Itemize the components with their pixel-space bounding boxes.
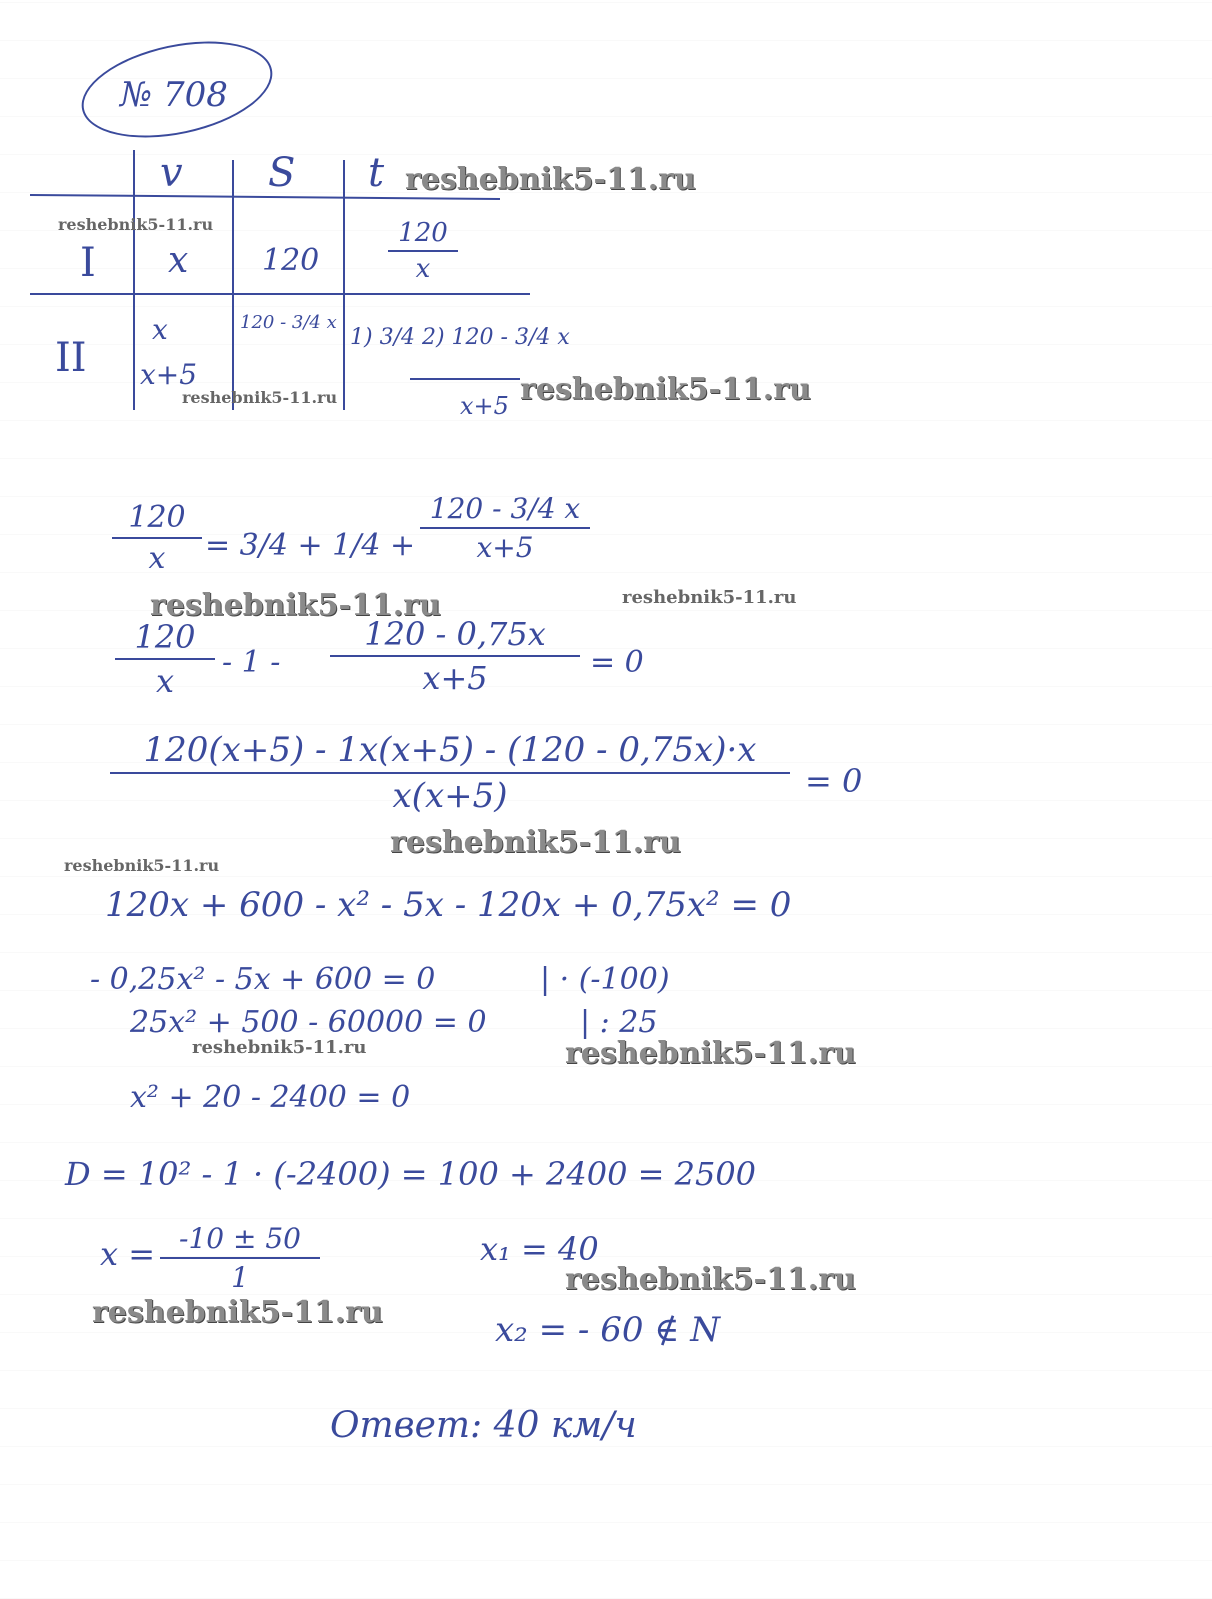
watermark: reshebnik5-11.ru xyxy=(390,825,681,860)
watermark: reshebnik5-11.ru xyxy=(58,215,214,234)
watermark: reshebnik5-11.ru xyxy=(64,856,220,875)
eq2-lhs-den: x xyxy=(155,662,175,700)
eq5: - 0,25x² - 5x + 600 = 0 xyxy=(90,962,436,997)
eq3-end: = 0 xyxy=(805,762,863,800)
row2-t-fraction-bar xyxy=(410,378,520,380)
row1-t-fraction xyxy=(388,218,458,284)
fraction-bar xyxy=(388,250,458,252)
eq6-note: | : 25 xyxy=(580,1005,658,1040)
row2-t-steps: 1) 3/4 2) 120 - 3/4 x xyxy=(350,325,570,350)
discriminant: D = 10² - 1 · (-2400) = 100 + 2400 = 2500 xyxy=(65,1155,757,1193)
eq1-rhs-fraction xyxy=(420,492,590,564)
table-divider-h2 xyxy=(30,293,530,295)
watermark: reshebnik5-11.ru xyxy=(92,1295,383,1330)
watermark: reshebnik5-11.ru xyxy=(622,587,797,608)
eq1-rhs-den: x+5 xyxy=(476,531,534,564)
row2-v1: x xyxy=(152,313,168,346)
eq1-lhs-num: 120 xyxy=(128,500,186,535)
eq2-lhs-num: 120 xyxy=(134,618,196,656)
watermark: reshebnik5-11.ru xyxy=(565,1262,856,1297)
eq2-rhs-fraction xyxy=(330,615,580,697)
row2-t-den: x+5 xyxy=(460,392,509,420)
eq1-lhs-fraction xyxy=(112,500,202,576)
x-den: 1 xyxy=(231,1261,249,1294)
row2-label: II xyxy=(55,335,87,381)
row2-v2: x+5 xyxy=(140,358,198,391)
table-header-s: S xyxy=(268,150,296,196)
eq2-lhs-fraction xyxy=(115,618,215,700)
eq6: 25x² + 500 - 60000 = 0 xyxy=(130,1005,487,1040)
fraction-bar xyxy=(115,658,215,660)
eq3-den: x(x+5) xyxy=(392,776,508,816)
watermark: reshebnik5-11.ru xyxy=(405,162,696,197)
x2: x₂ = - 60 ∉ N xyxy=(495,1310,721,1350)
watermark: reshebnik5-11.ru xyxy=(150,588,441,623)
eq3-num: 120(x+5) - 1x(x+5) - (120 - 0,75x)·x xyxy=(143,730,757,770)
row1-t-num: 120 xyxy=(398,218,448,248)
table-header-v: v xyxy=(160,150,183,196)
fraction-bar xyxy=(160,1257,320,1259)
fraction-bar xyxy=(110,772,790,774)
eq1-mid: = 3/4 + 1/4 + xyxy=(205,528,416,563)
eq2-end: = 0 xyxy=(590,645,644,680)
fraction-bar xyxy=(112,537,202,539)
watermark: reshebnik5-11.ru xyxy=(182,388,338,407)
fraction-bar xyxy=(330,655,580,657)
watermark: reshebnik5-11.ru xyxy=(520,372,811,407)
x1: x₁ = 40 xyxy=(480,1230,599,1268)
watermark: reshebnik5-11.ru xyxy=(565,1036,856,1071)
row2-s: 120 - 3/4 x xyxy=(240,312,337,333)
eq5-note: | · (-100) xyxy=(540,962,670,997)
eq2-mid: - 1 - xyxy=(222,645,281,680)
table-header-t: t xyxy=(368,150,385,196)
eq3-fraction xyxy=(110,730,790,816)
problem-number: № 708 xyxy=(120,75,228,115)
answer: Ответ: 40 км/ч xyxy=(330,1405,637,1446)
row1-v: x xyxy=(168,240,189,281)
eq7: x² + 20 - 2400 = 0 xyxy=(130,1080,411,1115)
row1-s: 120 xyxy=(262,243,320,278)
x-lhs: x = xyxy=(100,1235,156,1273)
eq2-rhs-num: 120 - 0,75x xyxy=(364,615,546,653)
x-num: -10 ± 50 xyxy=(179,1222,301,1255)
row1-t-den: x xyxy=(415,254,431,284)
eq4: 120x + 600 - x² - 5x - 120x + 0,75x² = 0 xyxy=(105,885,792,925)
eq1-lhs-den: x xyxy=(148,541,166,576)
fraction-bar xyxy=(420,527,590,529)
x-fraction xyxy=(160,1222,320,1294)
eq1-rhs-num: 120 - 3/4 x xyxy=(429,492,581,525)
eq2-rhs-den: x+5 xyxy=(422,659,488,697)
watermark: reshebnik5-11.ru xyxy=(192,1037,367,1058)
row1-label: I xyxy=(80,240,96,286)
table-divider-v1 xyxy=(133,150,135,410)
